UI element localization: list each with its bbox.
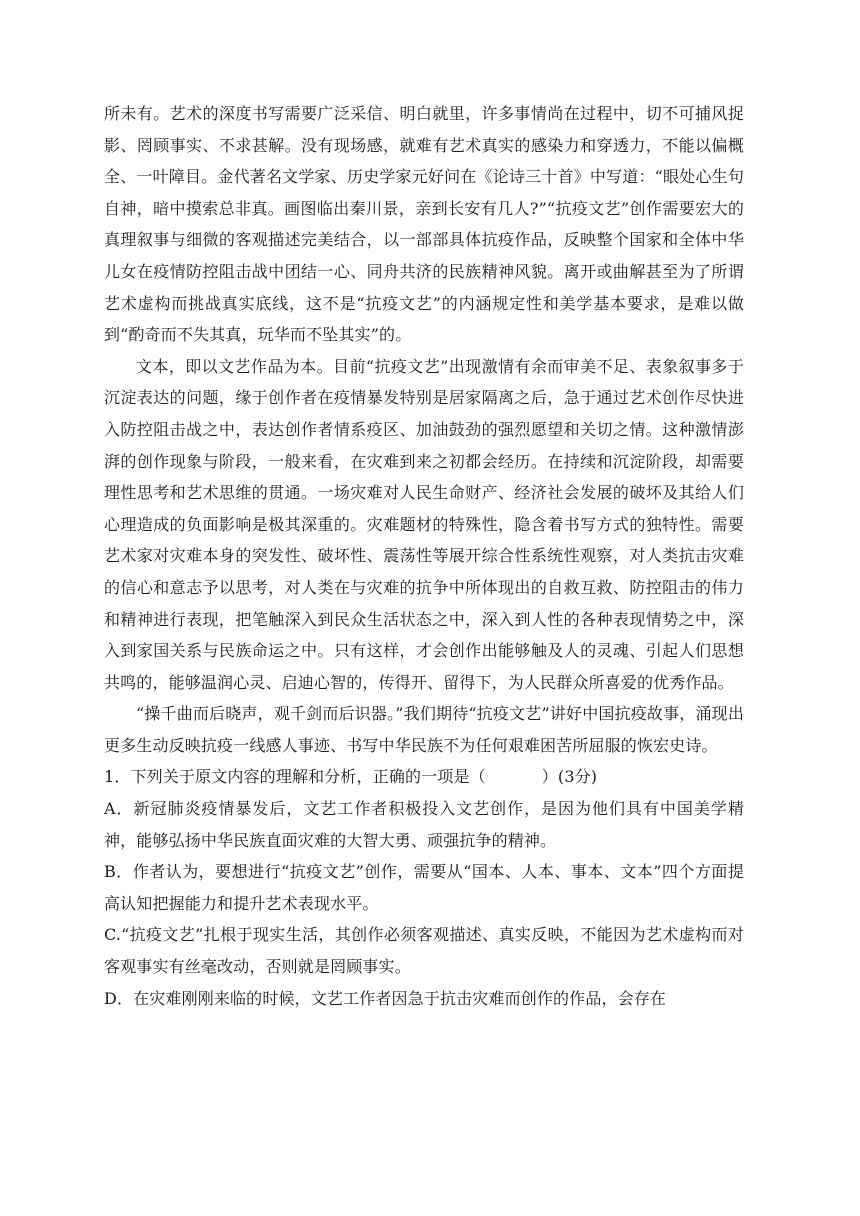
- paragraph-conclusion: “操千曲而后晓声，观千剑而后识器。”我们期待“抗疫文艺”讲好中国抗疫故事，涌现出更多生动反映抗疫一线感人事迹、书写中华民族不为任何艰难困苦所屈服的恢宏史诗。: [104, 704, 744, 755]
- option-a: A．新冠肺炎疫情暴发后，文艺工作者积极投入文艺创作，是因为他们具有中国美学精神，能够弘扬中华民族直面灾难的大智大勇、顽强抗争的精神。: [104, 799, 744, 850]
- paragraph-continuation: 所未有。艺术的深度书写需要广泛采信、明白就里，许多事情尚在过程中，切不可捕风捉影、罔顾事实、不求甚解。没有现场感，就难有艺术真实的感染力和穿透力，不能以偏概全、一叶障目。金代著名文学家、历史学家元好问在《论诗三十首》中写道：“眼处心生句自神，暗中摸索总非真。画图临出秦川景，亲到长安有几人?”“抗疫文艺”创作需要宏大的真理叙事与细微的客观描述完美结合，以一部部具体抗疫作品，反映整个国家和全体中华儿女在疫情防控阻击战中团结一心、同舟共济的民族精神风貌。离开或曲解甚至为了所谓艺术虚构而挑战真实底线，这不是“抗疫文艺”的内涵规定性和美学基本要求，是难以做到“酌奇而不失其真，玩华而不坠其实”的。: [104, 104, 744, 345]
- document-body: [104, 98, 744, 1014]
- paragraph-text-basis: 文本，即以文艺作品为本。目前“抗疫文艺”出现激情有余而审美不足、表象叙事多于沉淀表达的问题，缘于创作者在疫情暴发特别是居家隔离之后，急于通过艺术创作尽快进入防控阻击战之中，表达创作者情系疫区、加油鼓劲的强烈愿望和关切之情。这种激情澎湃的创作现象与阶段，一般来看，在灾难到来之初都会经历。在持续和沉淀阶段，却需要理性思考和艺术思维的贯通。一场灾难对人民生命财产、经济社会发展的破坏及其给人们心理造成的负面影响是极其深重的。灾难题材的特殊性，隐含着书写方式的独特性。需要艺术家对灾难本身的突发性、破坏性、震荡性等展开综合性系统性观察，对人类抗击灾难的信心和意志予以思考，对人类在与灾难的抗争中所体现出的自救互救、防控阻击的伟力和精神进行表现，把笔触深入到民众生活状态之中，深入到人性的各种表现情势之中，深入到家国关系与民族命运之中。只有这样，才会创作出能够触及人的灵魂、引起人们思想共鸣的，能够温润心灵、启迪心智的，传得开、留得下，为人民群众所喜爱的优秀作品。: [104, 356, 744, 692]
- question-stem-suffix: ）(3分): [541, 767, 598, 787]
- option-b: B．作者认为，要想进行“抗疫文艺”创作，需要从“国本、人本、事本、文本”四个方面提高认知把握能力和提升艺术表现水平。: [104, 862, 744, 913]
- option-d: D．在灾难刚刚来临的时候，文艺工作者因急于抗击灾难而创作的作品，会存在: [104, 988, 667, 1008]
- question-block: [104, 761, 744, 1014]
- option-c: C.“抗疫文艺”扎根于现实生活，其创作必须客观描述、真实反映，不能因为艺术虚构而对客观事实有丝毫改动，否则就是罔顾事实。: [104, 925, 744, 977]
- question-stem-prefix: 1．下列关于原文内容的理解和分析，正确的一项是（: [104, 767, 486, 787]
- question-stem: [104, 761, 744, 793]
